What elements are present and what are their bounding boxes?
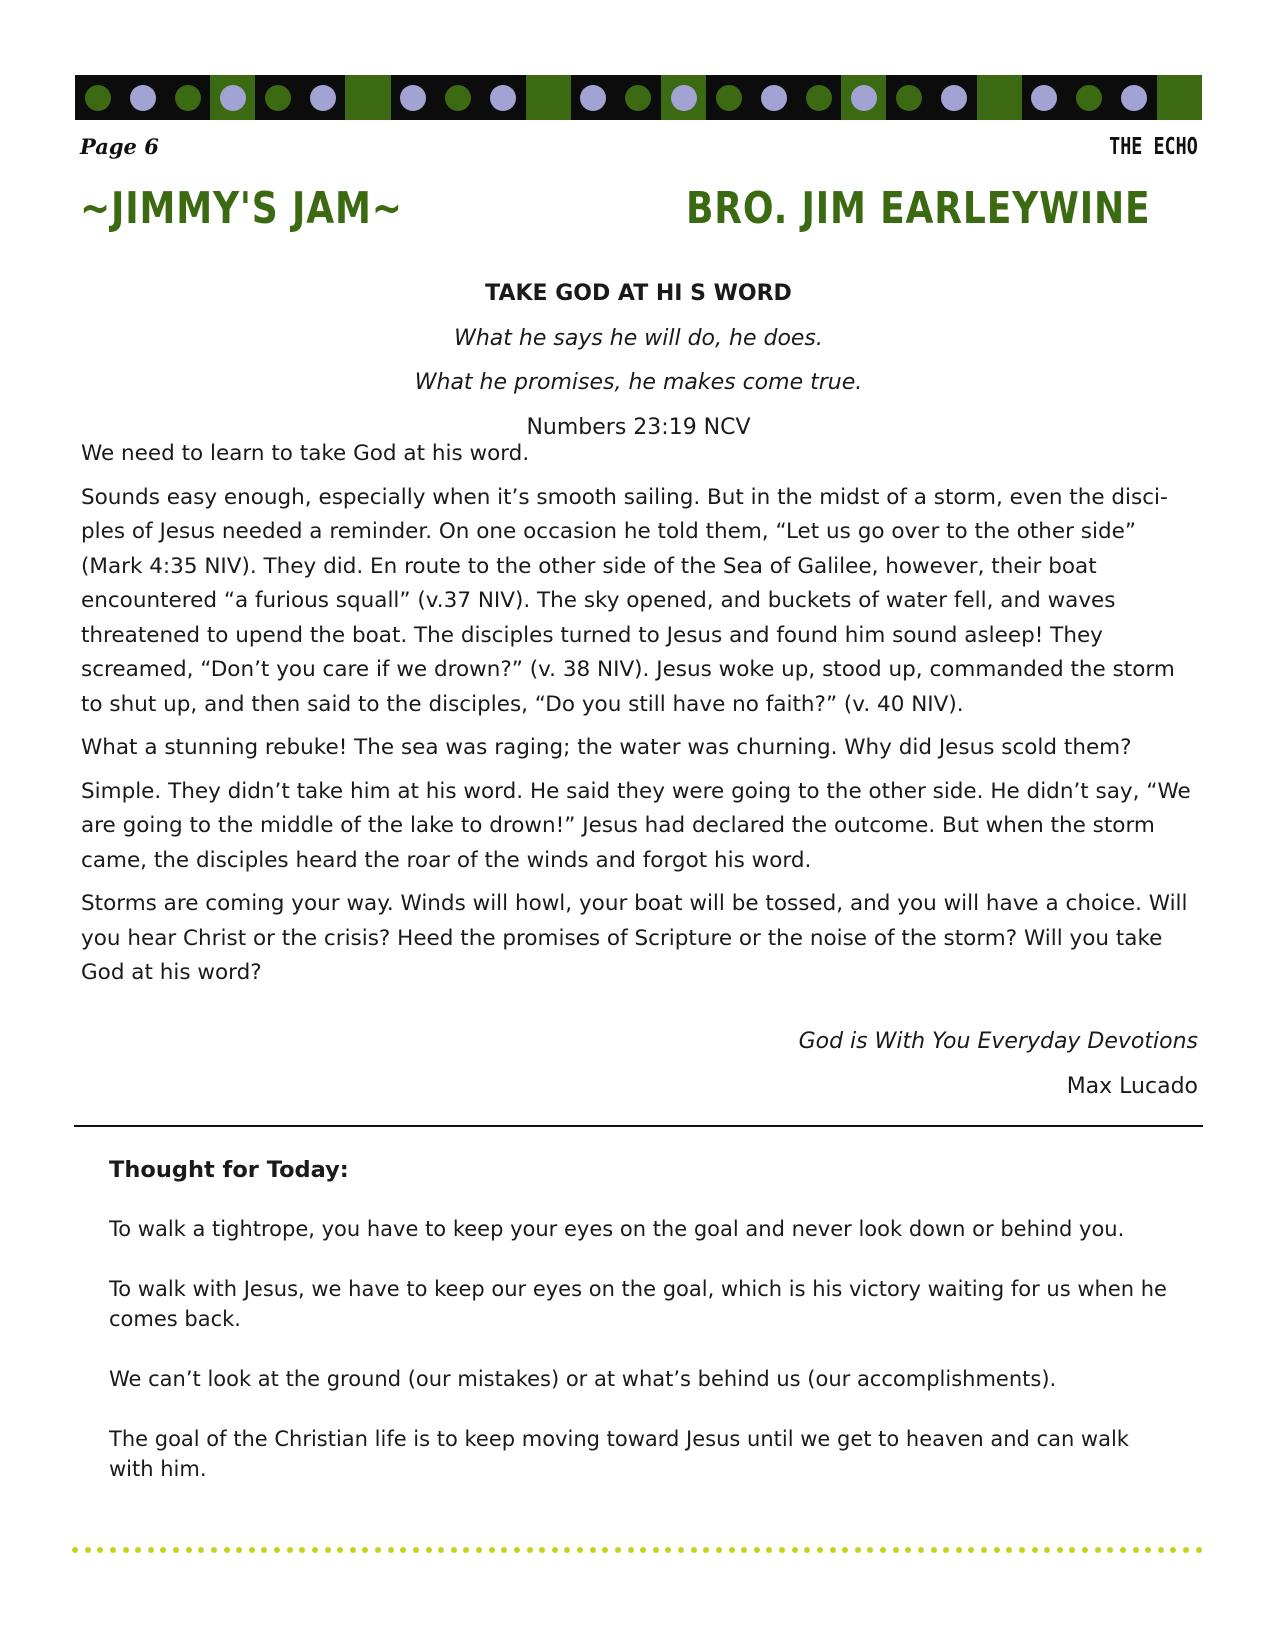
footer-dot	[1082, 1547, 1088, 1553]
source-author: Max Lucado	[1066, 1074, 1198, 1099]
band-dot	[130, 85, 156, 111]
band-dot	[625, 85, 651, 111]
footer-dot	[640, 1547, 646, 1553]
thought-paragraph: We can’t look at the ground (our mistakes) or at what’s behind us (our accomplishments).	[109, 1367, 1057, 1391]
footer-dot	[830, 1547, 836, 1553]
footer-dot	[1095, 1547, 1101, 1553]
footer-dot	[299, 1547, 305, 1553]
decorative-dot-band	[75, 75, 1202, 120]
article-title: TAKE GOD AT HI S WORD	[485, 281, 792, 306]
footer-dot	[931, 1547, 937, 1553]
footer-dot	[539, 1547, 545, 1553]
band-cell	[886, 75, 931, 120]
footer-dot	[956, 1547, 962, 1553]
band-cell	[1157, 75, 1202, 120]
footer-dot	[716, 1547, 722, 1553]
footer-dot	[1107, 1547, 1113, 1553]
verse-reference: Numbers 23:19 NCV	[526, 415, 751, 440]
article-paragraph: What a stunning rebuke! The sea was raging; the water was churning. Why did Jesus scold them?	[81, 735, 1132, 760]
band-cell	[616, 75, 661, 120]
footer-dot	[678, 1547, 684, 1553]
band-cell	[977, 75, 1022, 120]
footer-dot	[1069, 1547, 1075, 1553]
article-paragraph: We need to learn to take God at his word.	[81, 441, 530, 466]
footer-dot	[1170, 1547, 1176, 1553]
footer-dot	[1019, 1547, 1025, 1553]
band-cell	[1022, 75, 1067, 120]
footer-dot	[804, 1547, 810, 1553]
verse-line-2: What he promises, he makes come true.	[414, 370, 863, 395]
footer-dot	[1044, 1547, 1050, 1553]
footer-dot	[123, 1547, 129, 1553]
footer-dot	[312, 1547, 318, 1553]
footer-dot	[855, 1547, 861, 1553]
band-cell	[210, 75, 255, 120]
footer-dot	[1158, 1547, 1164, 1553]
footer-dot	[1057, 1547, 1063, 1553]
footer-dot	[994, 1547, 1000, 1553]
article-body	[81, 437, 1201, 1000]
publication-name: THE ECHO	[1109, 134, 1198, 160]
footer-dot	[1032, 1547, 1038, 1553]
footer-dot	[792, 1547, 798, 1553]
footer-dot	[779, 1547, 785, 1553]
footer-dot	[741, 1547, 747, 1553]
footer-dot	[274, 1547, 280, 1553]
footer-dot	[766, 1547, 772, 1553]
band-cell	[300, 75, 345, 120]
footer-dot	[514, 1547, 520, 1553]
band-dot	[355, 85, 381, 111]
band-dot	[445, 85, 471, 111]
footer-dot	[261, 1547, 267, 1553]
band-dot	[175, 85, 201, 111]
footer-dot	[160, 1547, 166, 1553]
footer-dot	[362, 1547, 368, 1553]
section-divider	[74, 1125, 1203, 1127]
footer-dot	[476, 1547, 482, 1553]
band-cell	[796, 75, 841, 120]
footer-dot	[249, 1547, 255, 1553]
band-cell	[120, 75, 165, 120]
band-cell	[255, 75, 300, 120]
footer-dot	[388, 1547, 394, 1553]
footer-dot	[350, 1547, 356, 1553]
footer-dot	[552, 1547, 558, 1553]
footer-dot	[602, 1547, 608, 1553]
footer-dot	[691, 1547, 697, 1553]
footer-dot	[564, 1547, 570, 1553]
footer-dot	[1120, 1547, 1126, 1553]
footer-dot	[400, 1547, 406, 1553]
band-dot	[986, 85, 1012, 111]
footer-dot	[186, 1547, 192, 1553]
footer-dot	[211, 1547, 217, 1553]
band-cell	[706, 75, 751, 120]
footer-dot	[97, 1547, 103, 1553]
footer-dot	[590, 1547, 596, 1553]
footer-dot	[325, 1547, 331, 1553]
band-dot	[400, 85, 426, 111]
band-dot	[220, 85, 246, 111]
footer-dot	[337, 1547, 343, 1553]
author-title: BRO. JIM EARLEYWINE	[685, 183, 1150, 234]
footer-dot	[628, 1547, 634, 1553]
band-dot	[85, 85, 111, 111]
band-dot	[1031, 85, 1057, 111]
footer-dot	[905, 1547, 911, 1553]
band-cell	[1112, 75, 1157, 120]
thought-heading: Thought for Today:	[109, 1157, 349, 1183]
footer-dot	[981, 1547, 987, 1553]
article-paragraph: Sounds easy enough, especially when it’s smooth sailing. But in the midst of a storm, even the disci-ples of Jesus needed a reminder. On one occasion he told them, “Let us go over to the other side” (Mark 4:35 NIV). They did. En route to the other side of the Sea of Galilee, however, their boat encountered “a furious squall” (v.37 NIV). The sky opened, and buckets of water fell, and waves threatened to upend the boat. The disciples turned to Jesus and found him sound asleep! They screamed, “Don’t you care if we drown?” (v. 38 NIV). Jesus woke up, stood up, commanded the storm to shut up, and then said to the disciples, “Do you still have no faith?” (v. 40 NIV).	[81, 484, 1175, 717]
footer-dot	[943, 1547, 949, 1553]
footer-dot	[968, 1547, 974, 1553]
column-title: ~JIMMY'S JAM~	[80, 183, 403, 234]
band-dot	[671, 85, 697, 111]
band-dot	[941, 85, 967, 111]
footer-dot	[438, 1547, 444, 1553]
band-cell	[75, 75, 120, 120]
thought-paragraph: The goal of the Christian life is to keep moving toward Jesus until we get to heaven and can walk with him.	[109, 1427, 1129, 1481]
band-dot	[1121, 85, 1147, 111]
footer-dot	[653, 1547, 659, 1553]
footer-dot	[463, 1547, 469, 1553]
thought-for-today	[109, 1155, 1169, 1514]
footer-dot	[198, 1547, 204, 1553]
footer-dot	[236, 1547, 242, 1553]
band-dot	[1166, 85, 1192, 111]
footer-dot	[413, 1547, 419, 1553]
band-cell	[391, 75, 436, 120]
band-cell	[345, 75, 390, 120]
band-cell	[436, 75, 481, 120]
footer-dot	[375, 1547, 381, 1553]
band-dot	[580, 85, 606, 111]
band-cell	[571, 75, 616, 120]
band-dot	[896, 85, 922, 111]
footer-dot	[703, 1547, 709, 1553]
footer-dot	[1006, 1547, 1012, 1553]
footer-dot	[110, 1547, 116, 1553]
footer-dot	[148, 1547, 154, 1553]
thought-paragraph: To walk a tightrope, you have to keep your eyes on the goal and never look down or behind you.	[109, 1217, 1125, 1241]
band-cell	[841, 75, 886, 120]
footer-dot	[451, 1547, 457, 1553]
band-dot	[1076, 85, 1102, 111]
footer-dot	[85, 1547, 91, 1553]
footer-dot	[1133, 1547, 1139, 1553]
band-dot	[851, 85, 877, 111]
band-dot	[806, 85, 832, 111]
footer-dot	[489, 1547, 495, 1553]
footer-dot	[527, 1547, 533, 1553]
footer-dot	[501, 1547, 507, 1553]
footer-dot	[577, 1547, 583, 1553]
band-cell	[751, 75, 796, 120]
footer-dot	[72, 1547, 78, 1553]
footer-dot	[817, 1547, 823, 1553]
verse-line-1: What he says he will do, he does.	[454, 326, 823, 351]
footer-dot	[918, 1547, 924, 1553]
footer-dot	[880, 1547, 886, 1553]
footer-dot	[1196, 1547, 1202, 1553]
footer-dot	[1183, 1547, 1189, 1553]
footer-dot	[426, 1547, 432, 1553]
band-cell	[931, 75, 976, 120]
footer-dot	[665, 1547, 671, 1553]
footer-dot	[287, 1547, 293, 1553]
band-cell	[165, 75, 210, 120]
page-number: Page 6	[80, 134, 159, 159]
footer-dot	[754, 1547, 760, 1553]
band-cell	[661, 75, 706, 120]
band-dot	[265, 85, 291, 111]
band-dot	[490, 85, 516, 111]
band-dot	[716, 85, 742, 111]
article-paragraph: Simple. They didn’t take him at his word. He said they were going to the other side. He didn’t say, “We are going to the middle of the lake to drown!” Jesus had declared the outcome. But when the storm came, the disciples heard the roar of the winds and forgot his word.	[81, 778, 1191, 873]
footer-dot	[173, 1547, 179, 1553]
band-dot	[535, 85, 561, 111]
footer-dot	[1145, 1547, 1151, 1553]
article-paragraph: Storms are coming your way. Winds will howl, your boat will be tossed, and you will have a choice. Will you hear Christ or the crisis? Heed the promises of Scripture or the noise of the storm? Will you take God at his word?	[81, 891, 1188, 985]
footer-dotted-line	[72, 1546, 1203, 1554]
footer-dot	[893, 1547, 899, 1553]
footer-dot	[867, 1547, 873, 1553]
footer-dot	[729, 1547, 735, 1553]
source-book: God is With You Everyday Devotions	[798, 1029, 1198, 1054]
footer-dot	[615, 1547, 621, 1553]
footer-dot	[842, 1547, 848, 1553]
band-dot	[761, 85, 787, 111]
band-cell	[481, 75, 526, 120]
band-dot	[310, 85, 336, 111]
band-cell	[526, 75, 571, 120]
band-cell	[1067, 75, 1112, 120]
footer-dot	[224, 1547, 230, 1553]
thought-paragraph: To walk with Jesus, we have to keep our eyes on the goal, which is his victory waiting for us when he comes back.	[109, 1277, 1167, 1331]
footer-dot	[135, 1547, 141, 1553]
